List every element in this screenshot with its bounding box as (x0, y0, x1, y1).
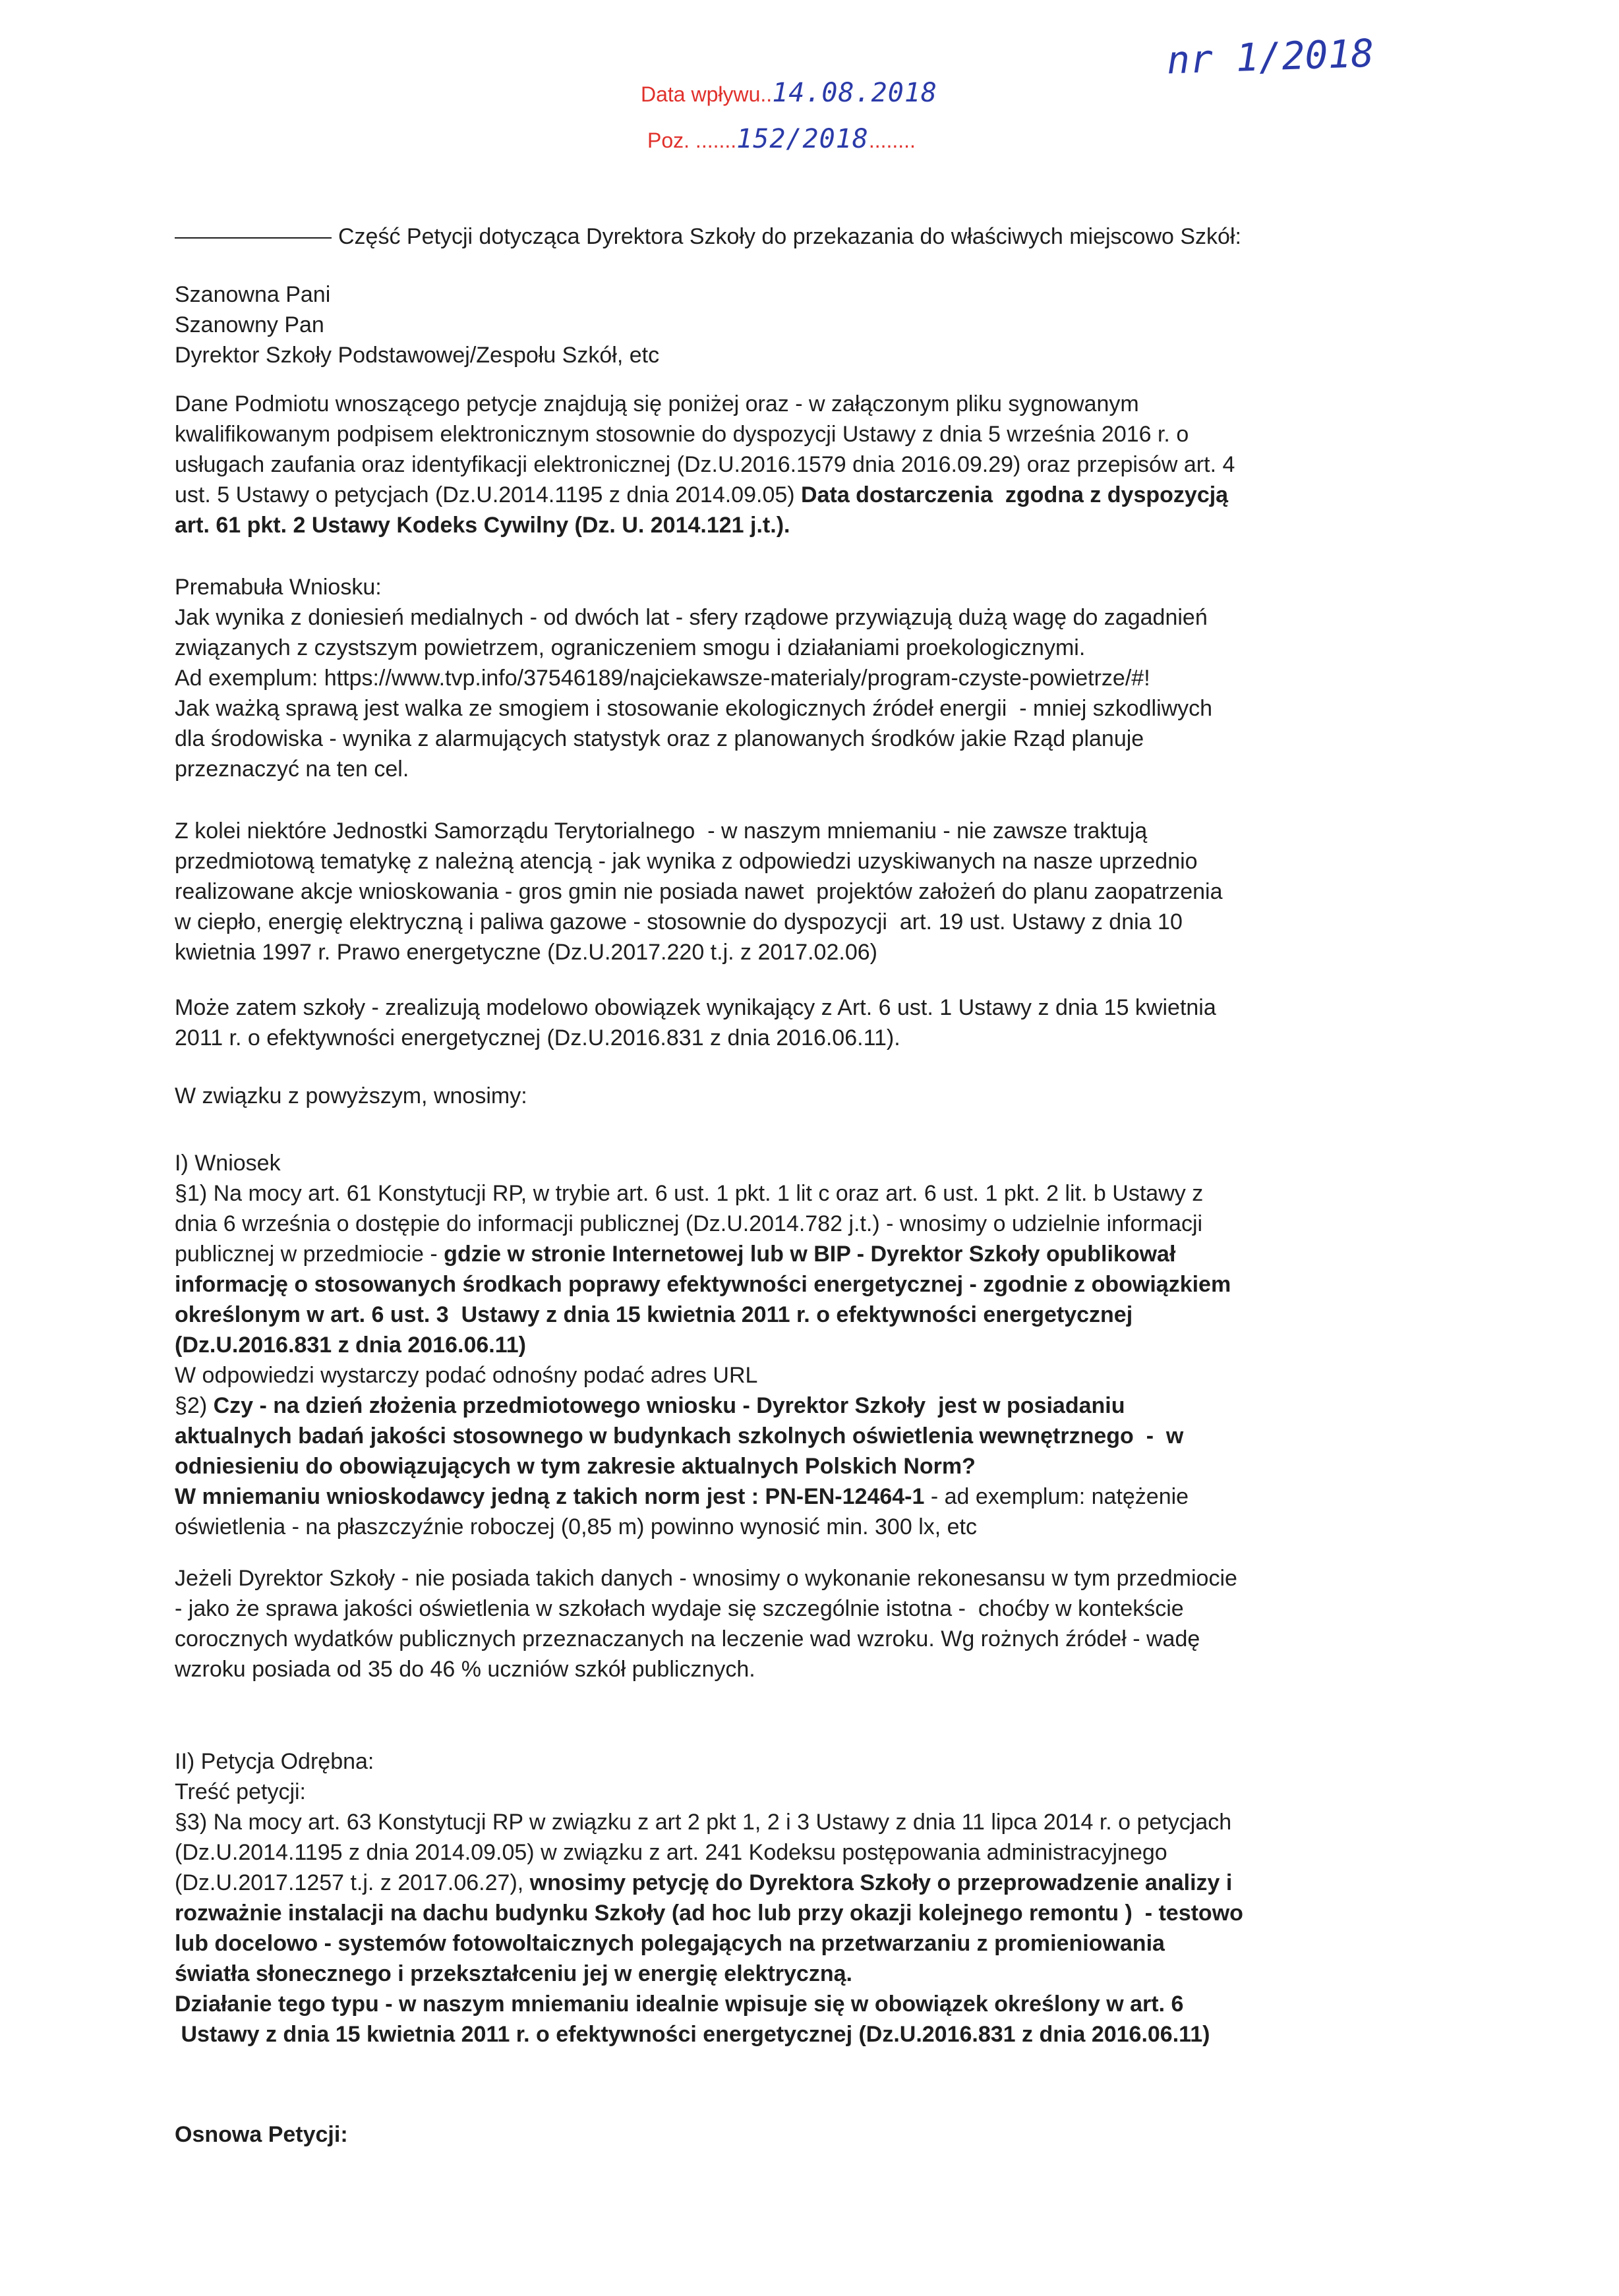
jst-line: w ciepło, energię elektryczną i paliwa gazowe - stosownie do dyspozycji art. 19 ust. Ustawy z dnia 10 (175, 909, 1183, 934)
s3-line-bold: Ustawy z dnia 15 kwietnia 2011 r. o efektywności energetycznej (Dz.U.2016.831 z dnia 2016.06.11) (175, 2022, 1210, 2047)
petycja-title: II) Petycja Odrębna: (175, 1749, 374, 1774)
s1-line: W odpowiedzi wystarczy podać odnośny podać adres URL (175, 1363, 758, 1388)
jezeli-line: Jeżeli Dyrektor Szkoły - nie posiada takich danych - wnosimy o wykonanie rekonesansu w tym przedmiocie (175, 1566, 1237, 1591)
preamble-line: Jak ważką sprawą jest walka ze smogiem i stosowanie ekologicznych źródeł energii - mniej szkodliwych (175, 696, 1213, 721)
schools-line: Może zatem szkoły - zrealizują modelowo obowiązek wynikający z Art. 6 ust. 1 Ustawy z dnia 15 kwietnia (175, 995, 1216, 1020)
intro-line: kwalifikowanym podpisem elektronicznym stosownie do dyspozycji Ustawy z dnia 5 września 2016 r. o (175, 422, 1189, 447)
preamble-link: Ad exemplum: https://www.tvp.info/37546189/najciekawsze-materialy/program-czyste-powietrze/#! (175, 666, 1150, 691)
preamble-line: dla środowiska - wynika z alarmujących statystyk oraz z planowanych środków jakie Rząd planuje (175, 726, 1144, 751)
jezeli-line: wzroku posiada od 35 do 46 % uczniów szkół publicznych. (175, 1657, 755, 1682)
jst-paragraph (175, 816, 1447, 967)
s3-line-bold: rozważnie instalacji na dachu budynku Szkoły (ad hoc lub przy okazji kolejnego remontu ) - testowo (175, 1901, 1243, 1926)
receipt-poz-value: 152/2018 (736, 124, 869, 154)
s3-bold: wnosimy petycję do Dyrektora Szkoły o przeprowadzenie analizy i (529, 1870, 1233, 1895)
preamble-line: związanych z czystszym powietrzem, ograniczeniem smogu i działaniami proekologicznymi. (175, 635, 1086, 660)
receipt-poz-stamp: Poz. .......152/2018........ (647, 124, 916, 154)
intro-text: ust. 5 Ustawy o petycjach (Dz.U.2014.1195 z dnia 2014.09.05) (175, 482, 802, 507)
jst-line: Z kolei niektóre Jednostki Samorządu Terytorialnego - w naszym mniemaniu - nie zawsze traktują (175, 818, 1148, 844)
preamble-title: Premabuła Wniosku: (175, 575, 382, 600)
intro-line (175, 480, 1447, 510)
s1-text: publicznej w przedmiocie - (175, 1242, 444, 1267)
wnosimy-line (175, 1081, 1447, 1111)
preamble-block (175, 572, 1447, 784)
s1-bold: gdzie w stronie Internetowej lub w BIP - Dyrektor Szkoły opublikował (444, 1242, 1176, 1267)
receipt-poz-label: Poz. (647, 129, 690, 152)
receipt-date-label: Data wpływu (641, 82, 761, 106)
intro-paragraph (175, 389, 1447, 540)
jst-line: kwietnia 1997 r. Prawo energetyczne (Dz.U.2017.220 t.j. z 2017.02.06) (175, 940, 877, 965)
heading-text: Część Petycji dotycząca Dyrektora Szkoły do przekazania do właściwych miejscowo Szkół: (338, 224, 1241, 249)
preamble-line: Jak wynika z doniesień medialnych - od dwóch lat - sfery rządowe przywiązują dużą wagę do zagadnień (175, 605, 1208, 630)
receipt-date-value: 14.08.2018 (772, 78, 938, 108)
s2-line-bold: odniesieniu do obowiązujących w tym zakresie aktualnych Polskich Norm? (175, 1454, 976, 1479)
petycja-section (175, 1746, 1447, 2050)
s2-bold: Czy - na dzień złożenia przedmiotowego wniosku - Dyrektor Szkoły jest w posiadaniu (213, 1393, 1125, 1418)
jst-line: realizowane akcje wnioskowania - gros gmin nie posiada nawet projektów założeń do planu zaopatrzenia (175, 879, 1223, 904)
s2-line-bold: aktualnych badań jakości stosownego w budynkach szkolnych oświetlenia wewnętrznego - w (175, 1423, 1184, 1449)
address-block (175, 279, 1447, 370)
s2-text: - ad exemplum: natężenie (924, 1484, 1189, 1509)
s3-line: (Dz.U.2014.1195 z dnia 2014.09.05) w związku z art. 241 Kodeksu postępowania administracyjnego (175, 1840, 1167, 1865)
wnosimy-text: W związku z powyższym, wnosimy: (175, 1083, 527, 1108)
s1-line-bold: (Dz.U.2016.831 z dnia 2016.06.11) (175, 1333, 526, 1358)
address-line: Szanowna Pani (175, 282, 331, 307)
jezeli-line: - jako że sprawa jakości oświetlenia w szkołach wydaje się szczególnie istotna - choćby w kontekście (175, 1596, 1184, 1621)
s1-line: dnia 6 września o dostępie do informacji publicznej (Dz.U.2014.782 j.t.) - wnosimy o udzielnie informacji (175, 1211, 1203, 1236)
jezeli-paragraph (175, 1563, 1447, 1684)
s3-line-bold: światła słonecznego i przekształceniu jej w energię elektryczną. (175, 1961, 852, 1986)
s1-line-bold: określonym w art. 6 ust. 3 Ustawy z dnia 15 kwietnia 2011 r. o efektywności energetycznej (175, 1302, 1133, 1327)
preamble-line: przeznaczyć na ten cel. (175, 757, 409, 782)
s1-line (175, 1239, 1447, 1269)
jst-line: przedmiotową tematykę z należną atencją - jak wynika z odpowiedzi uzyskiwanych na nasze uprzednio (175, 849, 1198, 874)
s2-line (175, 1391, 1447, 1421)
s3-line: §3) Na mocy art. 63 Konstytucji RP w związku z art 2 pkt 1, 2 i 3 Ustawy z dnia 11 lipca 2014 r. o petycjach (175, 1810, 1232, 1835)
heading-rule (175, 237, 332, 239)
s3-line-bold: lub docelowo - systemów fotowoltaicznych polegających na przetwarzaniu z promieniowania (175, 1931, 1165, 1956)
s1-line-bold: informację o stosowanych środkach poprawy efektywności energetycznej - zgodnie z obowiązkiem (175, 1272, 1231, 1297)
address-line: Dyrektor Szkoły Podstawowej/Zespołu Szkół, etc (175, 343, 660, 368)
intro-line: Dane Podmiotu wnoszącego petycje znajdują się poniżej oraz - w załączonym pliku sygnowanym (175, 391, 1139, 416)
s2-bold: W mniemaniu wnioskodawcy jedną z takich norm jest : PN-EN-12464-1 (175, 1484, 925, 1509)
s2-text: §2) (175, 1393, 214, 1418)
osnowa-heading (175, 2119, 1447, 2150)
s1-line: §1) Na mocy art. 61 Konstytucji RP, w trybie art. 6 ust. 1 pkt. 1 lit c oraz art. 6 ust. 1 pkt. 2 lit. b Ustawy z (175, 1181, 1204, 1206)
s3-line-bold: Działanie tego typu - w naszym mniemaniu idealnie wpisuje się w obowiązek określony w art. 6 (175, 1992, 1184, 2017)
petycja-subtitle: Treść petycji: (175, 1779, 307, 1804)
schools-line: 2011 r. o efektywności energetycznej (Dz.U.2016.831 z dnia 2016.06.11). (175, 1025, 900, 1050)
s2-line (175, 1481, 1447, 1512)
document-heading (175, 224, 1241, 250)
schools-paragraph (175, 992, 1447, 1053)
s3-text: (Dz.U.2017.1257 t.j. z 2017.06.27), (175, 1870, 530, 1895)
s2-line: oświetlenia - na płaszczyźnie roboczej (0,85 m) powinno wynosić min. 300 lx, etc (175, 1514, 977, 1539)
intro-line: usługach zaufania oraz identyfikacji elektronicznej (Dz.U.2016.1579 dnia 2016.09.29) oraz przepisów art. 4 (175, 452, 1235, 477)
wniosek-section (175, 1148, 1447, 1542)
jezeli-line: corocznych wydatków publicznych przeznaczanych na leczenie wad wzroku. Wg rożnych źródeł - wadę (175, 1626, 1200, 1651)
wniosek-title: I) Wniosek (175, 1151, 281, 1176)
osnowa-text: Osnowa Petycji: (175, 2122, 348, 2147)
intro-bold: Data dostarczenia zgodna z dyspozycją (801, 482, 1229, 507)
intro-line-bold: art. 61 pkt. 2 Ustawy Kodeks Cywilny (Dz. U. 2014.121 j.t.). (175, 513, 790, 538)
receipt-date-stamp: Data wpływu..14.08.2018 (641, 78, 938, 108)
s3-line (175, 1868, 1447, 1898)
address-line: Szanowny Pan (175, 312, 324, 337)
handwritten-number: nr 1/2018 (1165, 30, 1375, 83)
